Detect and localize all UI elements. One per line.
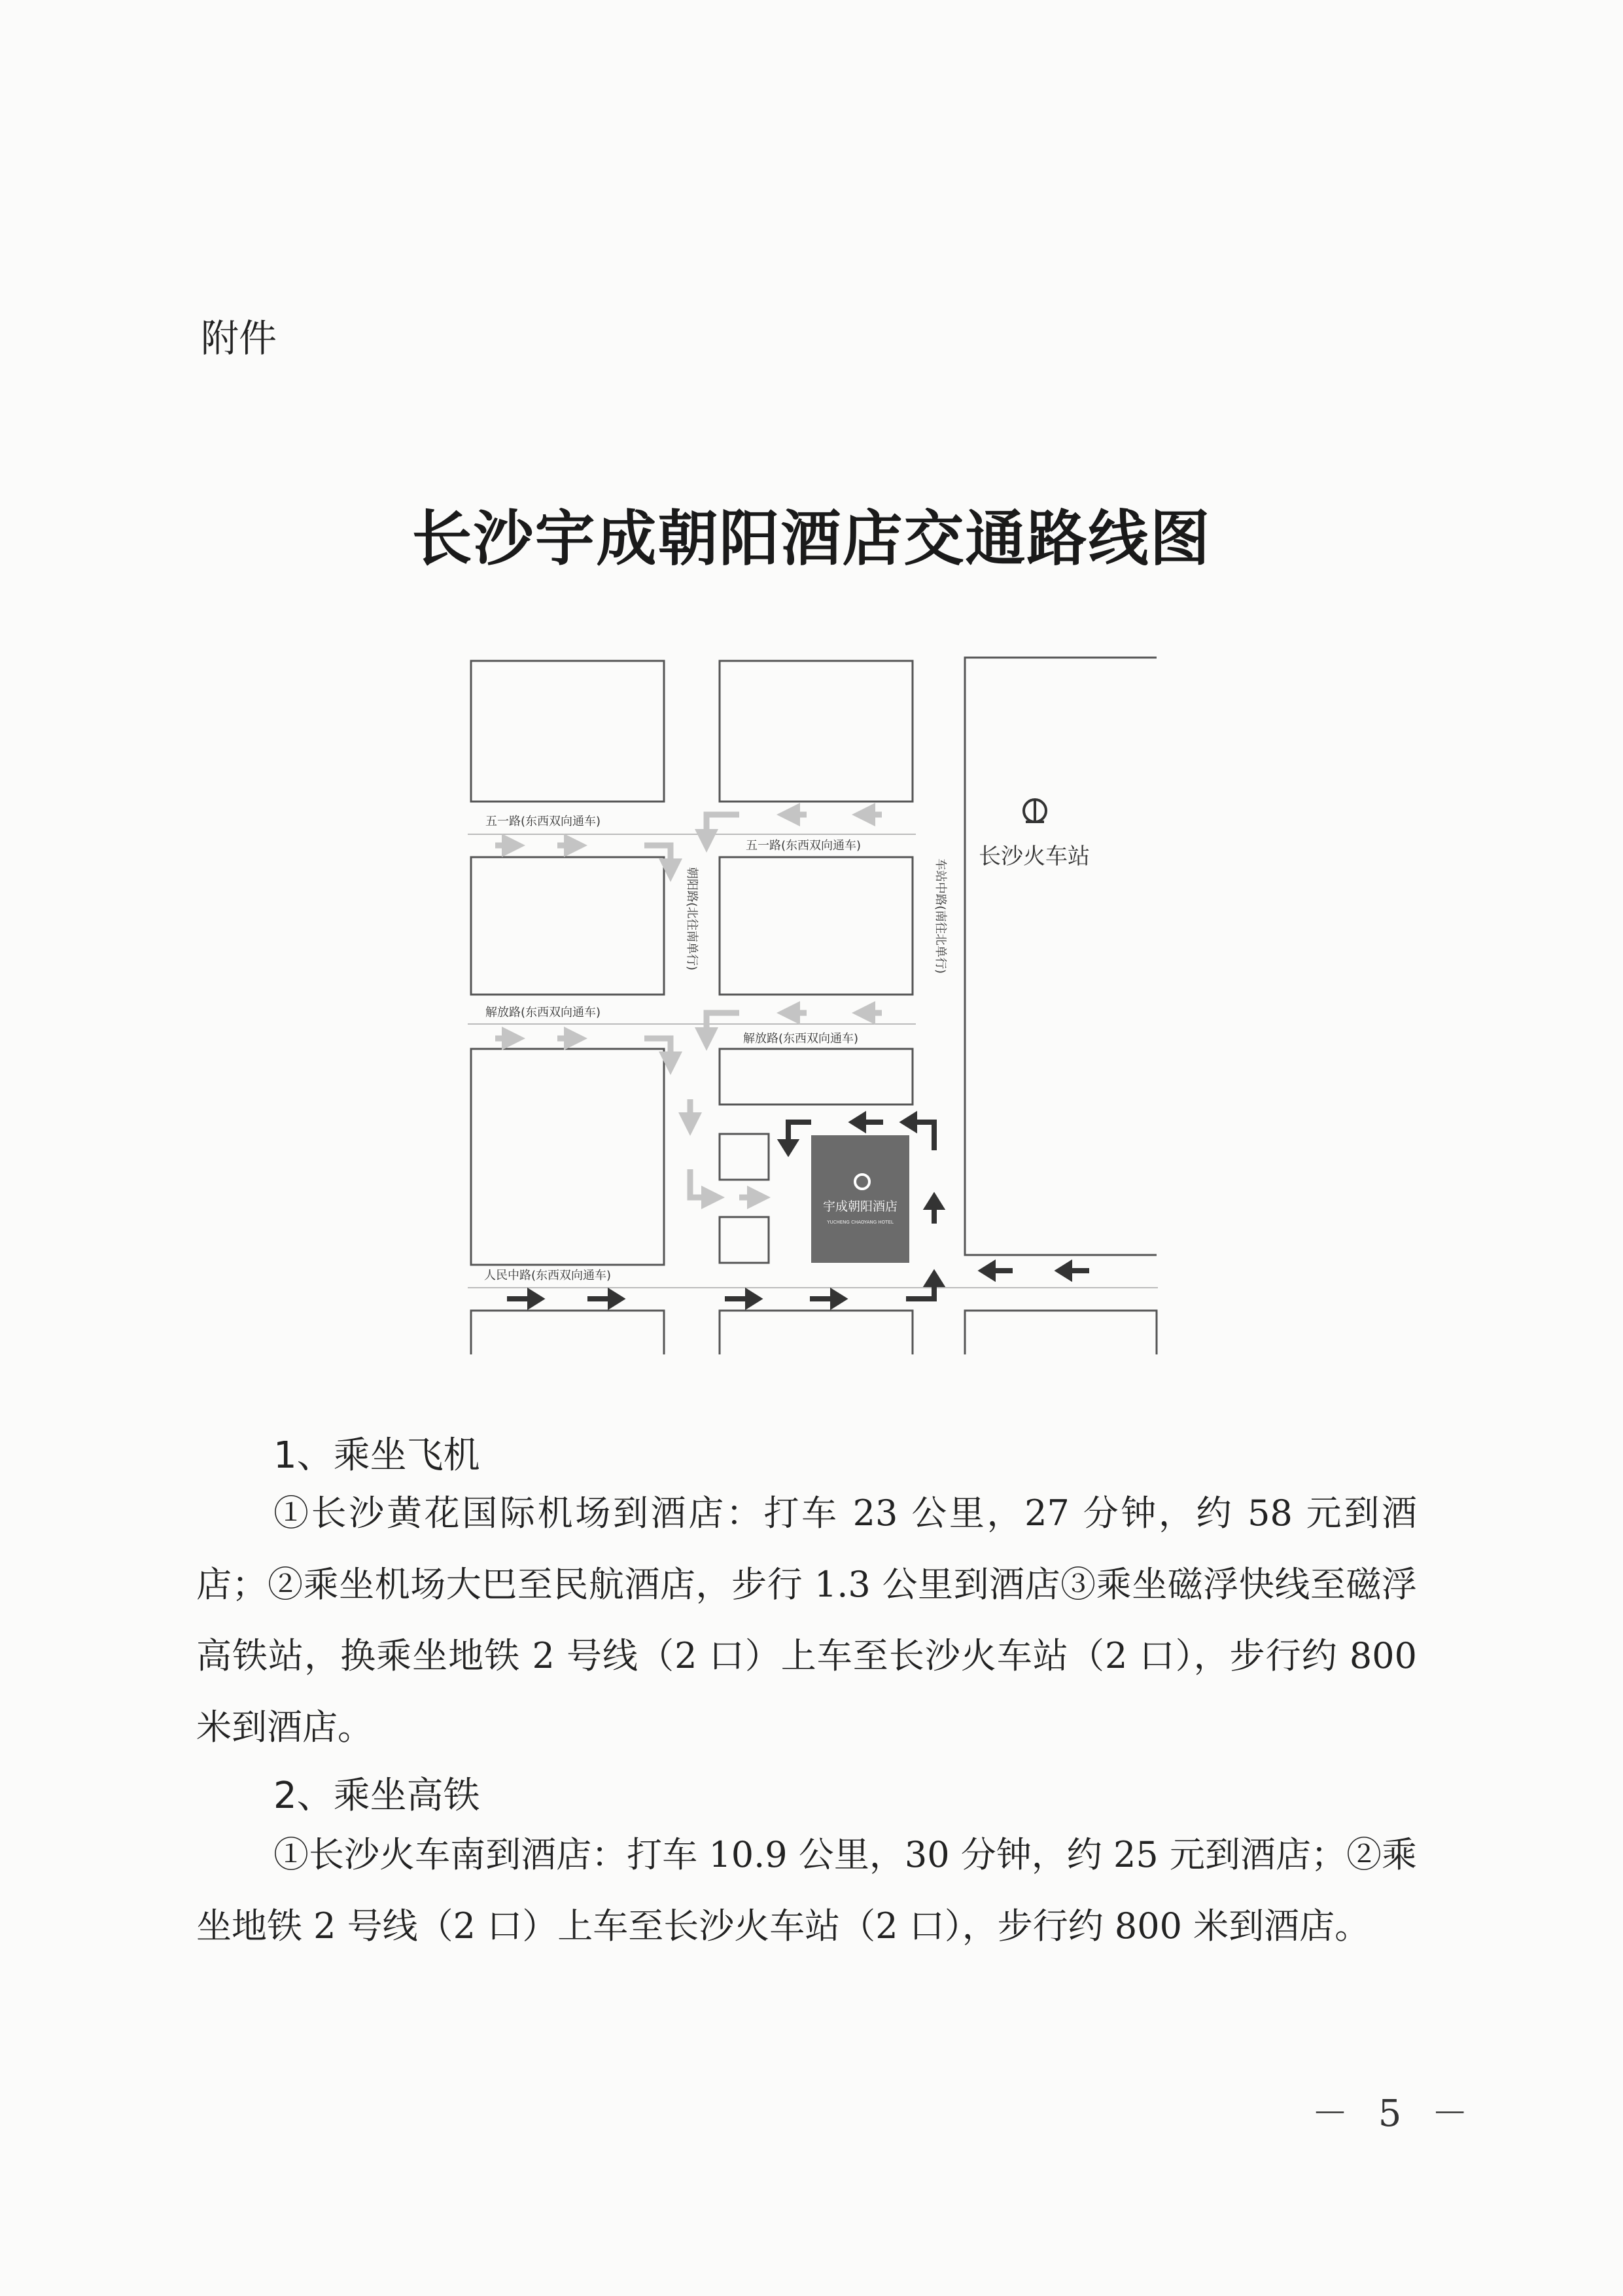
- block: [720, 1217, 769, 1263]
- hotel-label: 宇成朝阳酒店: [822, 1199, 898, 1214]
- road-label-jiefang-right: 解放路(东西双向通车): [743, 1032, 859, 1046]
- arrow-icon: [644, 1038, 671, 1063]
- road-label-chaoyang: 朝阳路(北往南单行): [685, 867, 699, 971]
- arrow-icon: [690, 1169, 713, 1197]
- hotel-sublabel: YUCHENG CHAOYANG HOTEL: [827, 1220, 894, 1225]
- station-label: 长沙火车站: [979, 843, 1090, 870]
- page-number: － 5 －: [1312, 2093, 1478, 2135]
- road-label-wuyi-right: 五一路(东西双向通车): [746, 839, 862, 853]
- road-label-jiefang-left: 解放路(东西双向通车): [485, 1006, 601, 1019]
- arrow-icon: [707, 815, 739, 841]
- block: [471, 1311, 664, 1354]
- block: [720, 1049, 913, 1104]
- section-paragraph-flight: ①长沙黄花国际机场到酒店：打车 23 公里，27 分钟，约 58 元到酒店；②乘坐机场大巴至民航酒店，步行 1.3 公里到酒店③乘坐磁浮快线至磁浮高铁站，换乘坐地铁 2 号线（2 口）上车至长沙火车站（2 口），步行约 800 米到酒店。: [196, 1492, 1417, 1748]
- road-label-wuyi-left: 五一路(东西双向通车): [485, 815, 601, 828]
- block: [471, 661, 664, 802]
- section-heading-flight: 1、乘坐飞机: [273, 1434, 480, 1477]
- block: [720, 857, 913, 995]
- block: [471, 1049, 664, 1265]
- road-label-chezhan: 车站中路(南往北单行): [934, 858, 947, 974]
- arrow-icon: [707, 1013, 739, 1039]
- section-paragraph-train: ①长沙火车南到酒店：打车 10.9 公里，30 分钟，约 25 元到酒店；②乘坐地铁 2 号线（2 口）上车至长沙火车站（2 口），步行约 800 米到酒店。: [196, 1834, 1417, 1947]
- road-label-renmin: 人民中路(东西双向通车): [484, 1269, 612, 1282]
- arrow-icon: [915, 1122, 934, 1150]
- block: [720, 661, 913, 802]
- section-heading-train: 2、乘坐高铁: [273, 1775, 480, 1817]
- block: [965, 1311, 1157, 1354]
- railway-station-icon: [1024, 800, 1046, 822]
- block: [720, 1134, 769, 1180]
- page-title: 长沙宇成朝阳酒店交通路线图: [411, 503, 1212, 574]
- station-block: [965, 658, 1157, 1255]
- arrow-icon: [788, 1122, 811, 1142]
- block: [471, 857, 664, 995]
- attachment-label: 附件: [201, 316, 277, 361]
- block: [720, 1311, 913, 1354]
